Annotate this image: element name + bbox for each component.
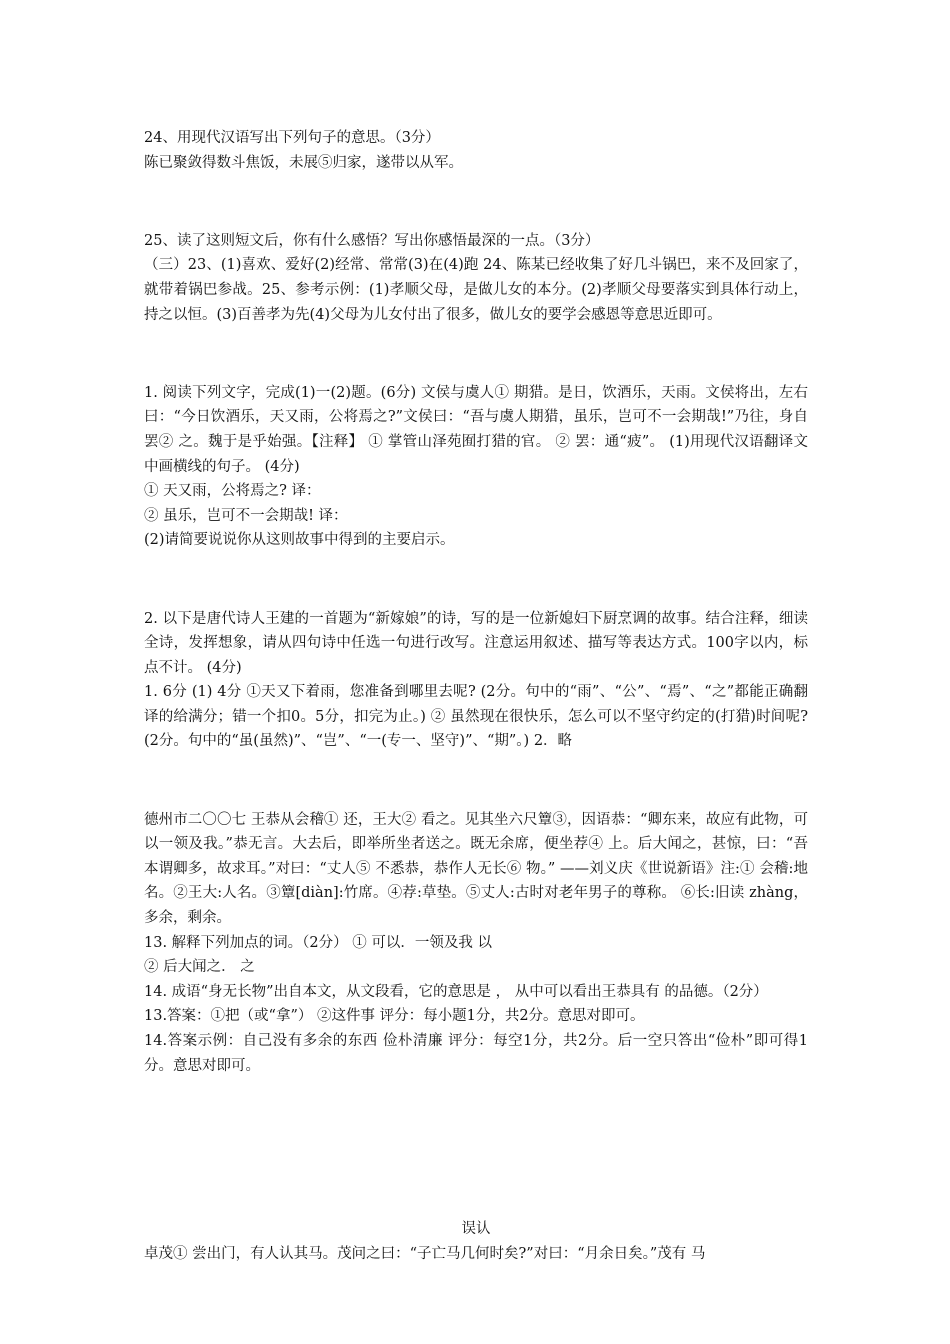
paragraph-gap <box>144 567 808 592</box>
paragraph: ① 天又雨，公将焉之? 译： <box>144 483 321 500</box>
paragraph: 陈已聚敛得数斗焦饭，未展⑤归家，遂带以从军。 <box>144 154 463 171</box>
paragraph-gap <box>144 342 808 367</box>
paragraph: 1. 6分 (1) 4分 ①天又下着雨，您准备到哪里去呢? (2分。句中的“雨”、“公”、“焉”、“之”都能正确翻译的给满分；错一个扣0。5分，扣完为止。) ② 虽然现在很快乐，怎么可以不坚守约定的(打猎)时间呢? (2分。句中的“虽(虽然)”、“岂”、“一(专一、坚守)”、“期”。) 2．略 <box>144 684 808 750</box>
paragraph: 德州市二〇〇七 王恭从会稽① 还，王大② 看之。见其坐六尺簟③，因语恭：“卿东来，故应有此物，可以一领及我。”恭无言。大去后，即举所坐者送之。既无余席，便坐荐④ 上。后大闻之，甚惊，曰：“吾本谓卿多，故求耳。”对曰：“丈人⑤ 不悉恭，恭作人无长⑥ 物。” ——刘义庆《世说新语》注:① 会稽:地名。②王大:人名。③簟[diàn]:竹席。④荐:草垫。⑤丈人:古时对老年男子的尊称。 ⑥长:旧读 zhàng，多余，剩余。 <box>144 811 808 927</box>
paragraph: 13. 解释下列加点的词。（2分） ① 可以．一领及我 以 <box>144 934 492 951</box>
document-page <box>144 126 808 1266</box>
paragraph: 13.答案：①把（或“拿”） ②这件事 评分：每小题1分，共2分。意思对即可。 <box>144 1008 645 1025</box>
paragraph: ② 虽乐，岂可不一会期哉! 译： <box>144 507 348 524</box>
paragraph-gap <box>144 769 808 794</box>
paragraph: （三）23、(1)喜欢、爱好(2)经常、常常(3)在(4)跑 24、陈某已经收集了好几斗锅巴，来不及回家了，就带着锅巴参战。25、参考示例：(1)孝顺父母，是做儿女的本分。(2)孝顺父母要落实到具体行动上，持之以恒。(3)百善孝为先(4)父母为儿女付出了很多，做儿女的要学会感恩等意思近即可。 <box>144 257 808 323</box>
paragraph: 14.答案示例：自己没有多余的东西 俭朴清廉 评分：每空1分，共2分。后一空只答出“俭朴”即可得1分。意思对即可。 <box>144 1033 808 1074</box>
paragraph: 24、用现代汉语写出下列句子的意思。（3分） <box>144 130 440 146</box>
section-gap <box>144 1093 808 1203</box>
paragraph: 卓茂① 尝出门，有人认其马。茂问之曰：“子亡马几何时矣?”对曰：“月余日矣。”茂有 马 <box>144 1245 706 1262</box>
paragraph: ② 后大闻之． 之 <box>144 959 255 976</box>
paragraph-gap <box>144 190 808 215</box>
paragraph: (2)请简要说说你从这则故事中得到的主要启示。 <box>144 532 455 549</box>
paragraph: 2. 以下是唐代诗人王建的一首题为“新嫁娘”的诗，写的是一位新媳妇下厨烹调的故事。结合注释，细读全诗，发挥想象，请从四句诗中任选一句进行改写。注意运用叙述、描写等表达方式。100字以内，标点不计。 (4分) <box>144 610 808 676</box>
paragraph: 14. 成语“身无长物”出自本文，从文段看，它的意思是 ， 从中可以看出王恭具有 的品德。（2分） <box>144 983 768 1000</box>
passage-title: 误认 <box>461 1221 491 1238</box>
paragraph: 1. 阅读下列文字，完成(1)一(2)题。(6分) 文侯与虞人① 期猎。是日，饮酒乐，天雨。文侯将出，左右曰：“今日饮酒乐，天又雨，公将焉之?”文侯曰：“吾与虞人期猎，虽乐，岂可不一会期哉!”乃往，身自罢② 之。魏于是乎始强。【注释】 ① 掌管山泽苑囿打猎的官。 ② 罢：通“疲”。 (1)用现代汉语翻译文中画横线的句子。 (4分) <box>144 384 808 475</box>
paragraph: 25、读了这则短文后，你有什么感悟？写出你感悟最深的一点。（3分） <box>144 232 600 249</box>
